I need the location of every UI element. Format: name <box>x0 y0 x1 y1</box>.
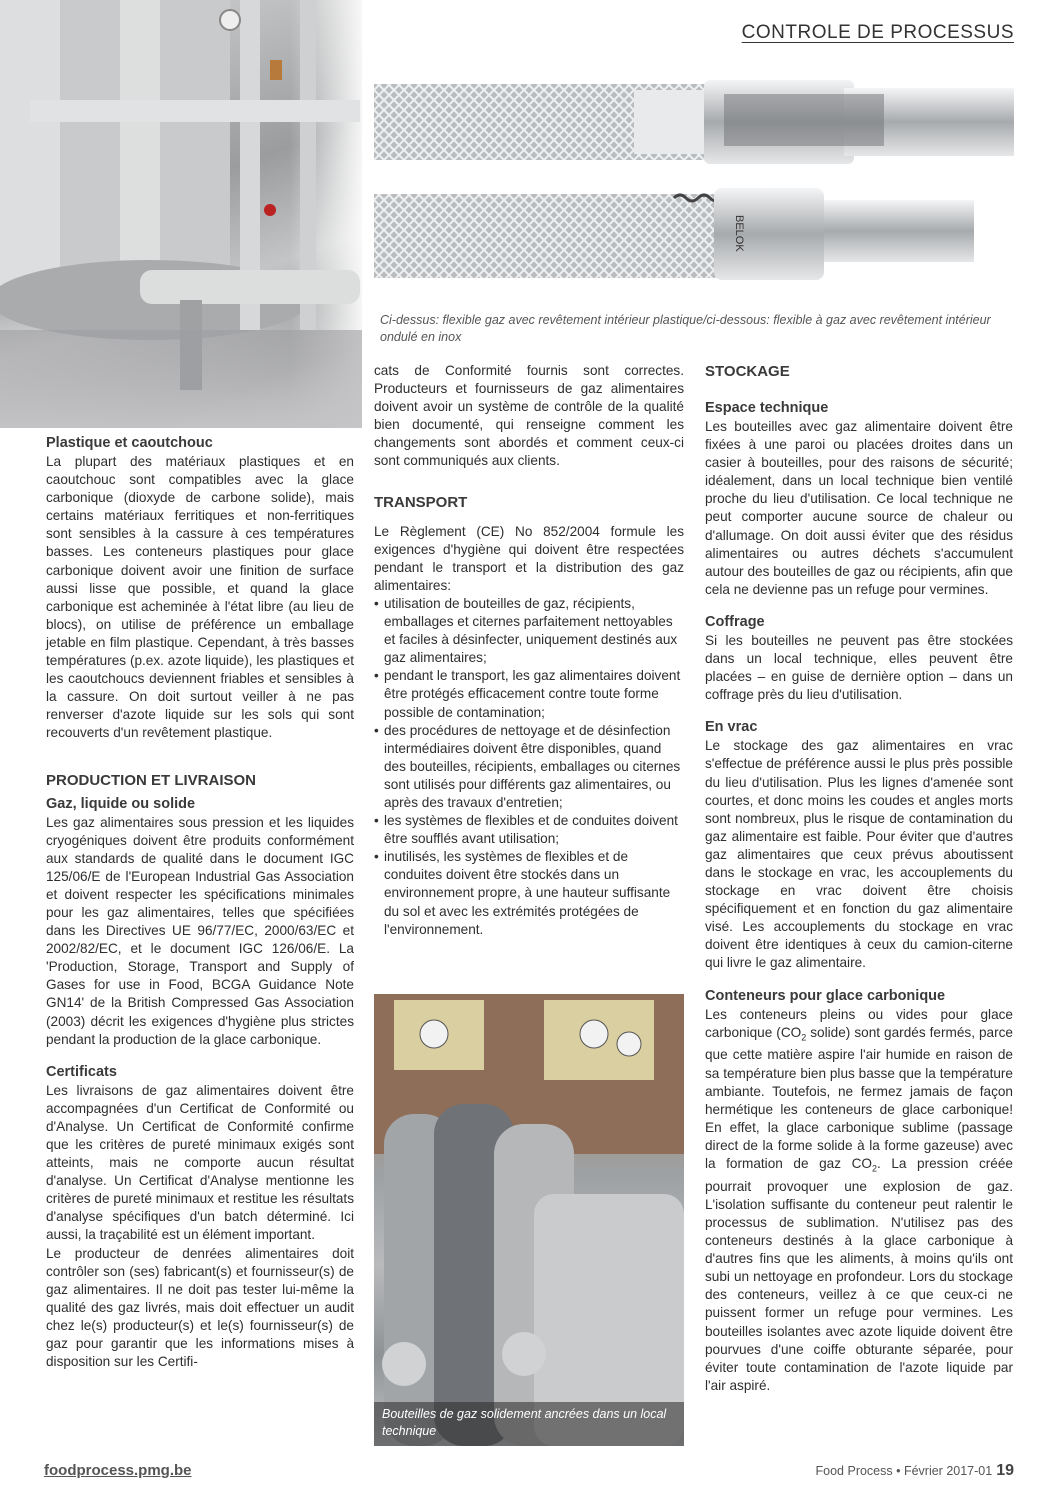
bottles-photo <box>374 994 684 1446</box>
stockage-heading: STOCKAGE <box>705 363 790 380</box>
page-number: 19 <box>996 1462 1014 1479</box>
transport-intro: Le Règlement (CE) No 852/2004 formule les exigences d'hygiène qui doivent être respectées pendant le transport et la distribution des gaz alimentaires: <box>374 523 684 593</box>
list-item: • les systèmes de flexibles et de conduites doivent être soufflés avant utilisation; <box>374 812 684 848</box>
plastique-heading: Plastique et caoutchouc <box>46 435 213 451</box>
gaz-text: Les gaz alimentaires sous pression et les liquides cryogéniques doivent être produits conformément aux standards de qualité dans le document IGC 125/06/E de l'European Industrial Gas Association et doivent respecter les spécifications minimales pour les gaz alimentaires, telles que spécifiées dans les Directives UE 96/77/EC, 2000/63/EC et 2002/82/EC, et le document IGC 126/06/E. La 'Production, Storage, Transport and Supply of Gases for use in Food, BCGA Guidance Note GN14' de la British Compressed Gas Association (2003) décrit les exigences d'hygiène plus strictes pendant la production de la glace carbonique. <box>46 814 354 1047</box>
bottles-illustration <box>374 994 684 1446</box>
tank-photo <box>0 0 362 428</box>
transport-list <box>374 595 684 939</box>
hoses-illustration <box>374 80 1014 290</box>
production-heading: PRODUCTION ET LIVRAISON <box>46 771 257 789</box>
conteneurs-text: Les conteneurs pleins ou vides pour glace carbonique ($CO_2$ solide) sont gardés fermés, parce que cette matière aspire l'air humide en raison de sa température bien plus basse que la température ambiante. Toutefois, ne fermez jamais de façon hermétique les conteneurs de glace carbonique! En effet, la glace carbonique sublime (passage direct de la forme solide à la forme gazeuse) avec la formation de gaz $CO_2$. La pression créée pourrait provoquer une explosion de gaz. L'isolation suffisante du conteneur peut ralentir le processus de sublimation. N'utilisez pas des conteneurs destinés à la glace carbonique à d'autres fins que les aliments, à moins qu'ils ont subi un nettoyage en profondeur. Lors du stockage des conteneurs, veillez à ce que ceux-ci ne puissent former un refuge pour vermines. Les bouteilles isolantes avec azote liquide doivent être pourvues d'une coiffe obturante séparée, pour éviter toute contamination de l'azote liquide par l'air aspiré. <box>705 1006 1013 1393</box>
website-link[interactable]: foodprocess.pmg.be <box>44 1462 192 1479</box>
issue-label: Food Process • Février 2017-01 <box>815 1464 993 1478</box>
certificats-text-1: Les livraisons de gaz alimentaires doivent être accompagnées d'un Certificat de Conformité ou d'Analyse. Un Certificat de Conformité confirme que les critères de pureté minimaux exigés sont atteints, mais ne comporte aucun résultat d'analyse. Un Certificat d'Analyse mentionne les critères de pureté minimaux et restitue les résultats d'analyse spécifiques d'un batch déterminé. Ici aussi, la traçabilité est un élément important. <box>46 1082 354 1243</box>
column-1 <box>46 434 354 1371</box>
vrac-heading: En vrac <box>705 719 758 736</box>
hose-caption: Ci-dessus: flexible gaz avec revêtement intérieur plastique/ci-dessous: flexible à gaz avec revêtement intérieur ondulé en inox <box>380 313 991 344</box>
column-2 <box>374 362 684 939</box>
tank-illustration <box>0 0 362 428</box>
transport-heading: TRANSPORT <box>374 493 468 511</box>
conteneurs-heading: Conteneurs pour glace carbonique <box>705 987 946 1004</box>
vrac-text: Le stockage des gaz alimentaires en vrac s'effectue de préférence aussi le plus près possible du lieu d'utilisation. Plus les lignes d'amenée sont courtes, et donc moins les coudes et angles morts sont nombreux, plus le risque de contamination du gaz alimentaire est faible. Pour éviter que d'autres gaz alimentaires que ceux prévus aboutissent dans le stockage en vrac, les accouplements du stockage en vrac doivent être choisis spécifiquement et en fonction du gaz alimentaire visé. Les accouplements du stockage en vrac doivent être identiques à ceux du camion-citerne qui livre le gaz alimentaire. <box>705 738 1013 971</box>
hose-brand-label: BELOK <box>733 215 745 252</box>
list-item: • pendant le transport, les gaz alimentaires doivent être protégés efficacement contre toute forme possible de contamination; <box>374 667 684 721</box>
section-title: CONTROLE DE PROCESSUS <box>741 22 1014 43</box>
coffrage-heading: Coffrage <box>705 613 765 630</box>
list-item: • des procédures de nettoyage et de désinfection intermédiaires doivent être disponibles, quand des bouteilles, récipients, emballages ou citernes sont utilisés pour différents gaz alimentaires, ou après des travaux d'entretien; <box>374 722 684 812</box>
list-item: • inutilisés, les systèmes de flexibles et de conduites doivent être stockés dans un environnement propre, à une hauteur suffisante du sol et avec les extrémités protégées de l'environnement. <box>374 848 684 938</box>
hose-photo <box>374 80 1014 290</box>
continued-text: cats de Conformité fournis sont correctes. Producteurs et fournisseurs de gaz alimentaires doivent avoir un système de contrôle de la qualité bien documenté, qui renseigne comment les changements sont abordés et comment ceux-ci sont communiqués aux clients. <box>374 363 684 469</box>
espace-heading: Espace technique <box>705 400 829 416</box>
footer-issue <box>816 1462 1014 1480</box>
plastique-text: La plupart des matériaux plastiques et en caoutchouc sont compatibles avec la glace carbonique (dioxyde de carbone solide), mais certains matériaux ferritiques et non-ferritiques sont sensibles à la cassure à ces températures basses. Les conteneurs plastiques pour glace carbonique doivent avoir une finition de surface aussi lisse que possible, et quand la glace carbonique est acheminée à l'état libre (au lieu de blocs), on utilise de préférence un emballage jetable en film plastique. Cependant, à très basses températures (p.ex. azote liquide), les plastiques et les caoutchoucs deviennent friables et sensibles à la cassure. On doit surtout veiller à ne pas renverser d'azote liquide sur les sols qui sont recouverts d'un revêtement plastique. <box>46 454 354 741</box>
espace-text: Les bouteilles avec gaz alimentaire doivent être fixées à une paroi ou placées droites dans un casier à bouteilles, pour des raisons de sécurité; idéalement, dans un local technique bien ventilé proche du lieu d'utilisation. Ce local technique ne peut comporter aucune source de chaleur ou d'allumage. On doit aussi éviter que des résidus alimentaires ou autres déchets s'accumulent autour des bouteilles de gaz ou récipients, afin que cela ne devienne pas un refuge pour vermines. <box>705 419 1013 597</box>
column-3 <box>705 362 1013 1395</box>
certificats-text-2: Le producteur de denrées alimentaires doit contrôler son (ses) fabricant(s) et fournisseur(s) de gaz alimentaires. Il ne doit pas tester lui-même la qualité des gaz livrés, mais doit effectuer un audit chez le(s) producteur(s) et le(s) fournisseur(s) de gaz pour garantir que les informations mises à disposition sur les Certifi- <box>46 1245 354 1370</box>
list-item: • utilisation de bouteilles de gaz, récipients, emballages et citernes parfaitement nettoyables et faciles à désinfecter, uniquement destinés aux gaz alimentaires; <box>374 595 684 667</box>
bottles-caption: Bouteilles de gaz solidement ancrées dans un local technique <box>374 1402 684 1446</box>
gaz-heading: Gaz, liquide ou solide <box>46 795 196 812</box>
certificats-heading: Certificats <box>46 1063 117 1080</box>
coffrage-text: Si les bouteilles ne peuvent pas être stockées dans un local technique, elles peuvent être placées – en guise de dernière option – dans un coffrage près du lieu d'utilisation. <box>705 632 1013 703</box>
